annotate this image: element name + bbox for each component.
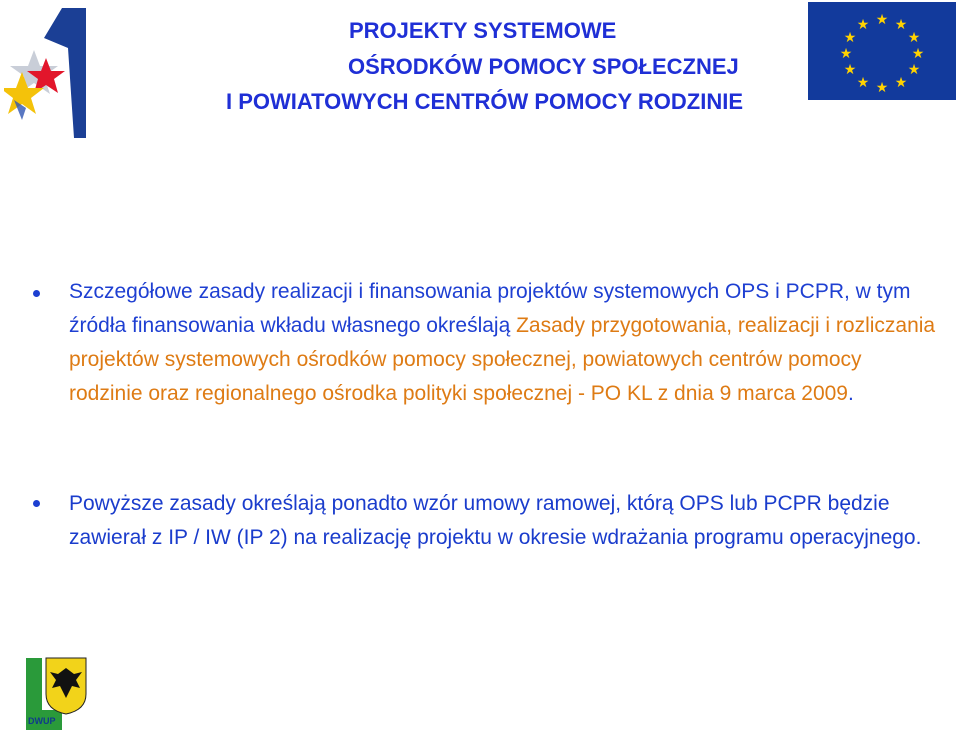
svg-text:★: ★: [907, 62, 921, 78]
title-line-2: OŚRODKÓW POMOCY SPOŁECZNEJ: [348, 54, 739, 79]
bullet-item-1: [69, 275, 939, 411]
bullet-1-highlight: Zasady przygotowania, realizacji i rozliczania projektów systemowych ośrodków pomocy społecznej, powiatowych centrów pomocy rodzinie oraz regionalnego ośrodka polityki społecznej - PO KL z dnia 9 marca 2009: [69, 314, 936, 405]
svg-text:★: ★: [839, 46, 853, 62]
dwup-logo-text: DWUP: [28, 716, 56, 726]
svg-text:★: ★: [843, 62, 857, 78]
dwup-eagle-logo: [22, 654, 90, 730]
svg-text:★: ★: [875, 80, 889, 96]
svg-text:★: ★: [911, 46, 925, 62]
title-line-3: I POWIATOWYCH CENTRÓW POMOCY RODZINIE: [226, 89, 743, 114]
svg-text:★: ★: [875, 12, 889, 28]
title-line-1: PROJEKTY SYSTEMOWE: [349, 18, 617, 43]
human-capital-star-logo: [4, 8, 86, 138]
bullet-1-text: Szczegółowe zasady realizacji i finansowania projektów systemowych OPS i PCPR, w tym źródła finansowania wkładu własnego określają: [69, 280, 911, 337]
svg-text:★: ★: [907, 30, 921, 46]
eu-stars-icon: [808, 2, 956, 100]
svg-text:★: ★: [894, 17, 908, 33]
eu-flag: [808, 2, 956, 100]
svg-text:★: ★: [856, 17, 870, 33]
bullet-dot-icon: [33, 500, 40, 507]
svg-text:★: ★: [856, 75, 870, 91]
svg-text:★: ★: [843, 30, 857, 46]
bullet-item-2: Powyższe zasady określają ponadto wzór umowy ramowej, którą OPS lub PCPR będzie zawierał z IP / IW (IP 2) na realizację projektu w okresie wdrażania programu operacyjnego.: [69, 492, 922, 549]
svg-text:★: ★: [894, 75, 908, 91]
bullet-1-end: .: [848, 382, 854, 405]
bullet-dot-icon: [33, 290, 40, 297]
